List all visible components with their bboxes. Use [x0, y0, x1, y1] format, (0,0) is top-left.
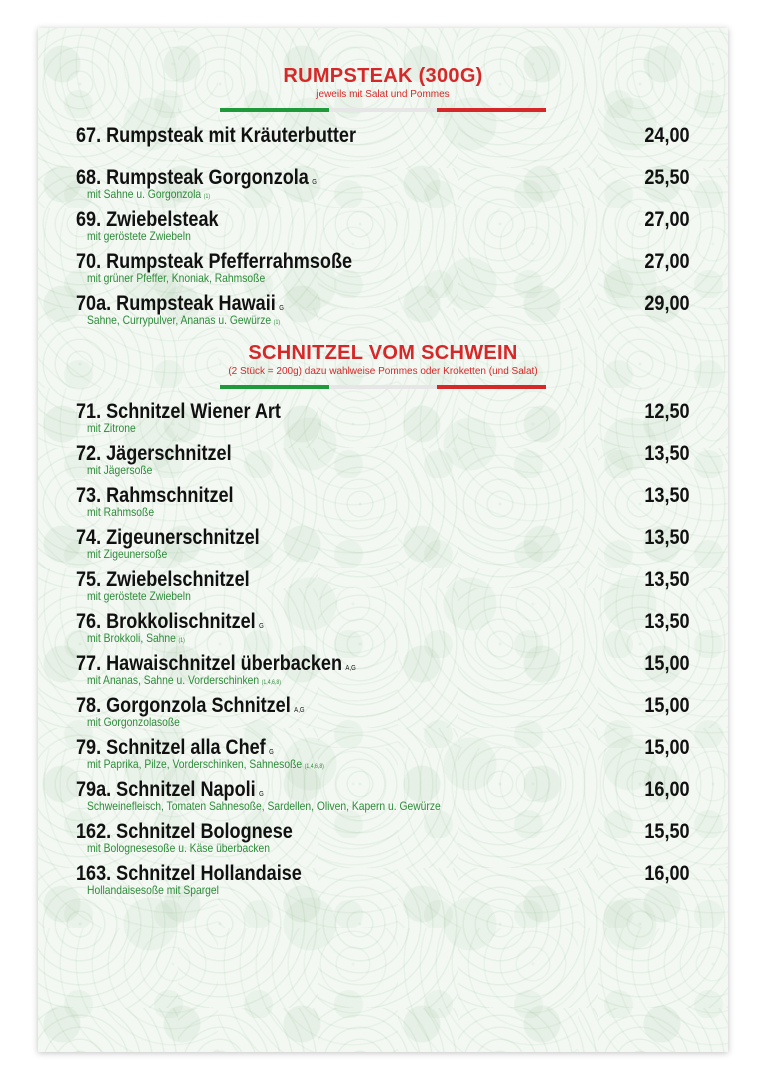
item-name-text: 71. Schnitzel Wiener Art [76, 400, 281, 423]
item-price: 15,00 [644, 652, 690, 675]
menu-page [38, 28, 728, 1052]
item-description [87, 841, 270, 855]
item-price: 16,00 [644, 862, 690, 885]
menu-item [38, 442, 728, 484]
item-description [87, 673, 281, 690]
menu-item [38, 400, 728, 442]
flag-divider [220, 108, 546, 112]
menu-item [38, 526, 728, 568]
item-description-text: mit grüner Pfeffer, Knoniak, Rahmsoße [87, 271, 266, 285]
rumpsteak-item-list [38, 124, 728, 334]
item-description [87, 799, 441, 813]
item-description [87, 631, 185, 648]
item-name-text: 70. Rumpsteak Pfefferrahmsoße [76, 250, 353, 273]
item-description-text: mit Rahmsoße [87, 505, 155, 519]
item-description-text: mit Jägersoße [87, 463, 153, 477]
item-price: 29,00 [644, 292, 690, 315]
additive-code: (1) [178, 638, 185, 644]
menu-item [38, 124, 728, 166]
item-description-text: mit Brokkoli, Sahne [87, 631, 176, 645]
item-name-text: 73. Rahmschnitzel [76, 484, 234, 507]
item-name-text: 74. Zigeunerschnitzel [76, 526, 260, 549]
item-description-text: mit geröstete Zwiebeln [87, 229, 191, 243]
item-price: 12,50 [644, 400, 690, 423]
item-description [87, 547, 167, 561]
item-name-text: 68. Rumpsteak Gorgonzola [76, 166, 309, 189]
item-description [87, 757, 324, 774]
item-description-text: mit Sahne u. Gorgonzola [87, 187, 202, 201]
item-name-text: 76. Brokkolischnitzel [76, 610, 256, 633]
rumpsteak-section-header [38, 64, 728, 112]
item-price: 15,50 [644, 820, 690, 843]
item-price: 24,00 [644, 124, 690, 147]
item-price: 27,00 [644, 250, 690, 273]
item-name-text: 75. Zwiebelschnitzel [76, 568, 250, 591]
item-description-text: mit geröstete Zwiebeln [87, 589, 191, 603]
item-description-text: mit Ananas, Sahne u. Vorderschinken [87, 673, 260, 687]
item-description-text: Hollandaisesoße mit Spargel [87, 883, 219, 897]
item-description [87, 463, 152, 477]
menu-item [38, 736, 728, 778]
allergen-code: G [259, 623, 264, 630]
item-description-text: mit Zigeunersoße [87, 547, 168, 561]
item-price: 25,50 [644, 166, 690, 189]
item-price: 15,00 [644, 736, 690, 759]
item-name-text: 77. Hawaischnitzel überbacken [76, 652, 342, 675]
item-description-text: Sahne, Currypulver, Ananas u. Gewürze [87, 313, 272, 327]
item-name-text: 67. Rumpsteak mit Kräuterbutter [76, 124, 357, 147]
item-name-text: 79a. Schnitzel Napoli [76, 778, 256, 801]
item-description [87, 421, 136, 435]
allergen-code: G [259, 791, 264, 798]
section-title: SCHNITZEL VOM SCHWEIN [248, 342, 518, 364]
flag-divider [220, 385, 546, 389]
item-price: 16,00 [644, 778, 690, 801]
item-name-text: 79. Schnitzel alla Chef [76, 736, 266, 759]
item-description-text: mit Zitrone [87, 421, 136, 435]
allergen-code: G [312, 179, 317, 186]
item-price: 13,50 [644, 526, 690, 549]
menu-item [38, 484, 728, 526]
schnitzel-item-list [38, 400, 728, 904]
schnitzel-section-header [38, 341, 728, 389]
item-description [87, 505, 154, 519]
section-subtitle: (2 Stück = 200g) dazu wahlweise Pommes oder Kroketten (und Salat) [228, 366, 538, 377]
menu-item [38, 250, 728, 292]
allergen-code: G [279, 305, 284, 312]
menu-item [38, 568, 728, 610]
additive-code: (1,4,6,8) [304, 764, 324, 770]
section-title: RUMPSTEAK (300G) [283, 65, 483, 87]
item-name-text: 163. Schnitzel Hollandaise [76, 862, 302, 885]
additive-code: (1) [203, 194, 211, 200]
item-description [87, 589, 191, 603]
item-description-text: mit Bolognesesoße u. Käse überbacken [87, 841, 271, 855]
item-name-text: 162. Schnitzel Bolognese [76, 820, 293, 843]
item-price: 13,50 [644, 442, 690, 465]
item-description [87, 187, 210, 204]
menu-item [38, 208, 728, 250]
item-name-text: 69. Zwiebelsteak [76, 208, 219, 231]
item-description [87, 883, 219, 897]
menu-item [38, 862, 728, 904]
additive-code: (1,4,6,8) [261, 680, 281, 686]
menu-item [38, 652, 728, 694]
item-name [76, 124, 356, 148]
menu-item [38, 820, 728, 862]
item-name-text: 70a. Rumpsteak Hawaii [76, 292, 276, 315]
item-description [87, 271, 265, 285]
item-description-text: mit Paprika, Pilze, Vorderschinken, Sahnesoße [87, 757, 303, 771]
allergen-code: G [269, 749, 274, 756]
section-subtitle: jeweils mit Salat und Pommes [316, 89, 450, 100]
menu-item [38, 778, 728, 820]
item-name-text: 72. Jägerschnitzel [76, 442, 232, 465]
item-name-text: 78. Gorgonzola Schnitzel [76, 694, 291, 717]
menu-item [38, 166, 728, 208]
item-description [87, 313, 280, 330]
item-price: 13,50 [644, 568, 690, 591]
item-price: 13,50 [644, 484, 690, 507]
item-description-text: Schweinefleisch, Tomaten Sahnesoße, Sardellen, Oliven, Kapern u. Gewürze [87, 799, 441, 813]
additive-code: (1) [273, 320, 281, 326]
allergen-code: A,G [294, 707, 305, 714]
item-price: 15,00 [644, 694, 690, 717]
menu-item [38, 292, 728, 334]
item-price: 27,00 [644, 208, 690, 231]
item-description [87, 715, 180, 729]
item-price: 13,50 [644, 610, 690, 633]
item-description [87, 229, 191, 243]
menu-item [38, 694, 728, 736]
menu-item [38, 610, 728, 652]
item-description-text: mit Gorgonzolasoße [87, 715, 180, 729]
allergen-code: A,G [345, 665, 356, 672]
